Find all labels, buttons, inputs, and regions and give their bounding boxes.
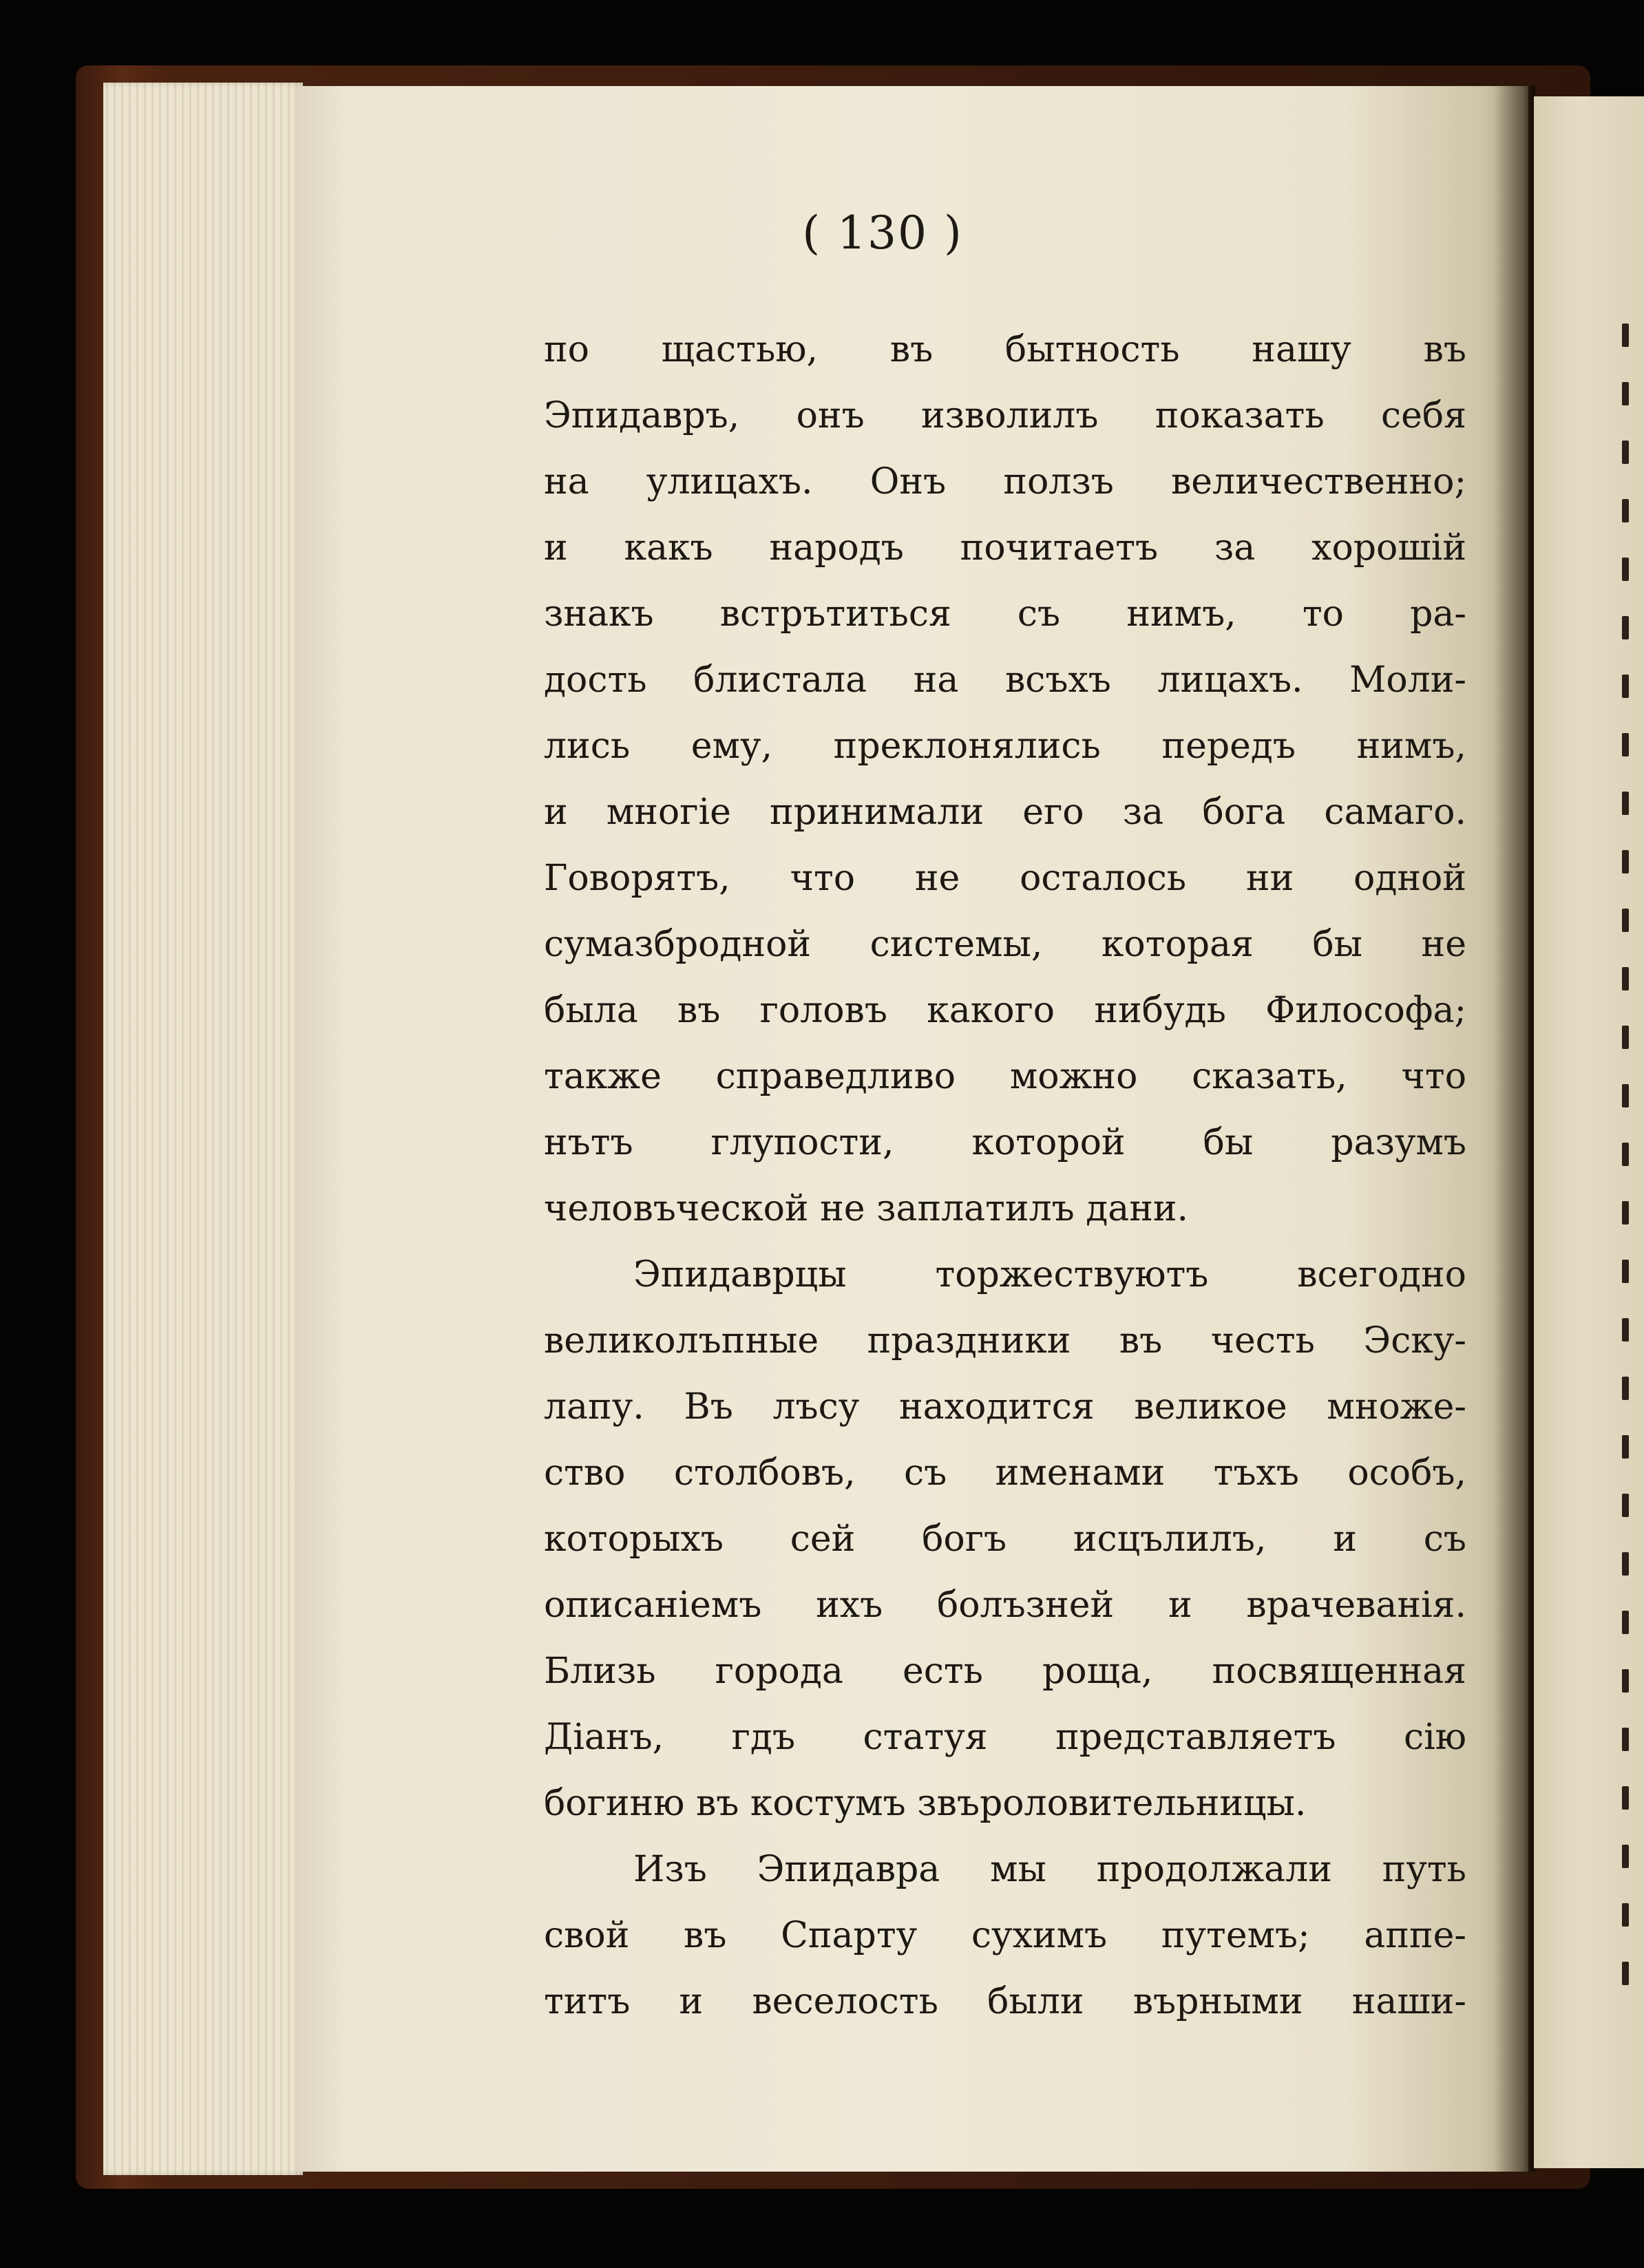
text-line: дость блистала на всъхъ лицахъ. Моли- xyxy=(544,659,1466,701)
text-line: нътъ глупости, которой бы разумъ xyxy=(544,1122,1466,1163)
text-line: Эпидаврцы торжествуютъ всегодно xyxy=(633,1254,1466,1295)
text-line: которыхъ сей богъ исцълилъ, и съ xyxy=(544,1518,1466,1560)
text-line: Близь города есть роща, посвященная xyxy=(544,1651,1466,1692)
text-line: знакъ встрътиться съ нимъ, то ра- xyxy=(544,593,1466,635)
text-line: человъческой не заплатилъ дани. xyxy=(544,1188,1189,1229)
page-gutter xyxy=(1494,86,1535,2172)
text-line: сумазбродной системы, которая бы не xyxy=(544,924,1466,965)
text-line: описаніемъ ихъ болъзней и врачеванія. xyxy=(544,1585,1466,1626)
text-line: Эпидавръ, онъ изволилъ показать себя xyxy=(544,395,1466,436)
facing-page-text-edge xyxy=(1622,324,1643,2044)
text-line: по щастью, въ бытность нашу въ xyxy=(544,329,1466,370)
text-line: и какъ народъ почитаетъ за хорошій xyxy=(544,527,1466,569)
text-line: Діанъ, гдъ статуя представляетъ сію xyxy=(544,1717,1466,1758)
text-line: была въ головъ какого нибудь Философа; xyxy=(544,990,1466,1031)
text-line: также справедливо можно сказать, что xyxy=(544,1056,1466,1097)
text-line: свой въ Спарту сухимъ путемъ; аппе- xyxy=(544,1915,1466,1956)
text-line: титъ и веселость были върными наши- xyxy=(544,1981,1466,2022)
text-line: Говорятъ, что не осталось ни одной xyxy=(544,858,1466,899)
text-line: лись ему, преклонялись передъ нимъ, xyxy=(544,725,1466,767)
page-number: ( 130 ) xyxy=(802,206,963,259)
page-text-body xyxy=(544,317,1466,2035)
text-line: ство столбовъ, съ именами тъхъ особъ, xyxy=(544,1452,1466,1494)
text-line: на улицахъ. Онъ ползъ величественно; xyxy=(544,461,1466,502)
page-edges xyxy=(103,83,303,2175)
text-line: Изъ Эпидавра мы продолжали путь xyxy=(633,1849,1466,1890)
text-line: и многіе принимали его за бога самаго. xyxy=(544,792,1466,833)
text-line: лапу. Въ лъсу находится великое множе- xyxy=(544,1386,1466,1428)
text-line: великолъпные праздники въ честь Эску- xyxy=(544,1320,1466,1361)
text-line: богиню въ костумъ звъроловительницы. xyxy=(544,1783,1307,1824)
